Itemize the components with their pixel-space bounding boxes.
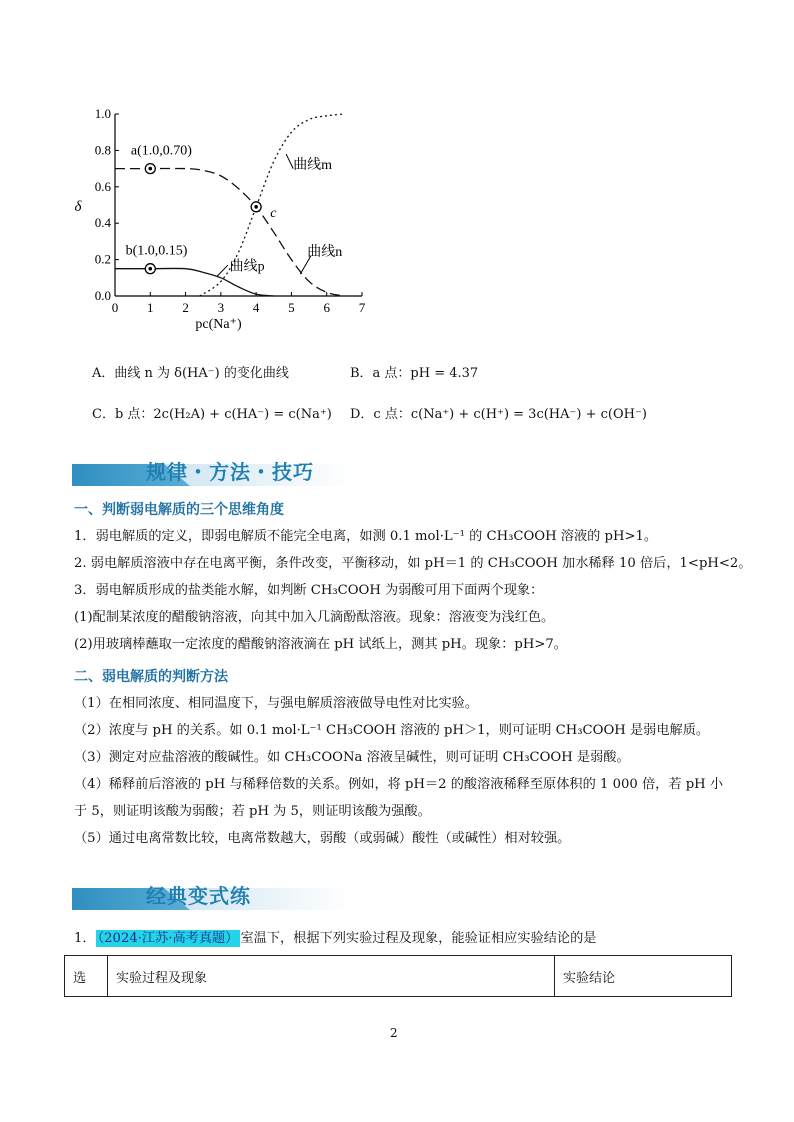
y-tick-label: 0.2 bbox=[94, 251, 111, 267]
paragraph: 3．弱电解质形成的盐类能水解，如判断 CH₃COOH 为弱酸可用下面两个现象： bbox=[74, 583, 544, 598]
subheading-2: 二、弱电解质的判断方法 bbox=[74, 669, 228, 685]
method-item: （2）浓度与 pH 的关系。如 0.1 mol·L⁻¹ CH₃COOH 溶液的 pH＞1，则可证明 CH₃COOH 是弱电解质。 bbox=[74, 723, 710, 738]
option-c: C．b 点：2c(H₂A) + c(HA⁻) = c(Na⁺) bbox=[92, 407, 332, 422]
x-tick-label: 6 bbox=[323, 300, 330, 315]
section-banner-practice bbox=[72, 880, 382, 910]
option-d: D．c 点：c(Na⁺) + c(H⁺) = 3c(HA⁻) + c(OH⁻) bbox=[350, 407, 647, 422]
question-number: 1． bbox=[74, 931, 96, 946]
leader-line bbox=[286, 154, 293, 169]
option-a: A．曲线 n 为 δ(HA⁻) 的变化曲线 bbox=[92, 366, 289, 381]
method-item: 于 5，则证明该酸为弱酸；若 pH 为 5，则证明该酸为强酸。 bbox=[74, 804, 431, 819]
table-header-row bbox=[65, 956, 732, 997]
method-item: （1）在相同浓度、相同温度下，与强电解质溶液做导电性对比实验。 bbox=[74, 696, 479, 711]
point-dot bbox=[254, 205, 258, 209]
label-curve-m: 曲线m bbox=[293, 157, 333, 173]
x-axis-label: pc(Na⁺) bbox=[195, 317, 242, 332]
annotation-b: b(1.0,0.15) bbox=[125, 243, 188, 259]
annotation-a: a(1.0,0.70) bbox=[130, 143, 192, 159]
method-item: （3）测定对应盐溶液的酸碱性。如 CH₃COONa 溶液呈碱性，则可证明 CH₃COOH 是弱酸。 bbox=[74, 750, 630, 765]
method-item: （5）通过电离常数比较，电离常数越大，弱酸（或弱碱）酸性（或碱性）相对较强。 bbox=[74, 831, 571, 846]
paragraph: (1)配制某浓度的醋酸钠溶液，向其中加入几滴酚酞溶液。现象：溶液变为浅红色。 bbox=[74, 610, 555, 625]
section-title: 规律・方法・技巧 bbox=[146, 460, 314, 484]
page-number: 2 bbox=[390, 1026, 398, 1040]
y-tick-label: 0.0 bbox=[94, 288, 111, 303]
series-line-曲线n bbox=[115, 168, 344, 296]
y-axis-label: δ bbox=[74, 199, 82, 215]
paragraph: 1．弱电解质的定义，即弱电解质不能完全电离，如测 0.1 mol·L⁻¹ 的 CH₃COOH 溶液的 pH>1。 bbox=[74, 529, 658, 544]
section-title: 经典变式练 bbox=[146, 884, 251, 908]
table-header: 实验过程及现象 bbox=[108, 956, 555, 997]
experiment-table bbox=[64, 955, 732, 997]
x-tick-label: 2 bbox=[182, 300, 189, 315]
label-curve-p: 曲线p bbox=[229, 259, 265, 275]
y-tick-label: 0.6 bbox=[94, 178, 111, 194]
point-dot bbox=[148, 267, 152, 271]
annotation-c: c bbox=[270, 205, 277, 221]
x-tick-label: 5 bbox=[288, 300, 295, 315]
question-1 bbox=[74, 930, 597, 948]
x-tick-label: 0 bbox=[111, 300, 119, 315]
distribution-chart bbox=[68, 104, 368, 344]
paragraph: 2. 弱电解质溶液中存在电离平衡，条件改变，平衡移动，如 pH＝1 的 CH₃COOH 加水稀释 10 倍后，1<pH<2。 bbox=[74, 556, 752, 571]
y-tick-label: 0.8 bbox=[94, 142, 111, 158]
subheading-1: 一、判断弱电解质的三个思维角度 bbox=[74, 502, 284, 518]
paragraph: (2)用玻璃棒蘸取一定浓度的醋酸钠溶液滴在 pH 试纸上，测其 pH。现象：pH>7。 bbox=[74, 637, 567, 652]
point-dot bbox=[148, 167, 152, 171]
x-tick-label: 4 bbox=[252, 300, 260, 315]
option-b: B．a 点：pH = 4.37 bbox=[350, 366, 479, 381]
section-banner-methods bbox=[72, 456, 382, 486]
x-tick-label: 7 bbox=[358, 300, 366, 315]
question-text: 室温下，根据下列实验过程及现象，能验证相应实验结论的是 bbox=[240, 931, 597, 946]
table-header: 实验结论 bbox=[555, 956, 732, 997]
x-tick-label: 1 bbox=[147, 300, 154, 315]
label-curve-n: 曲线n bbox=[307, 244, 343, 260]
leader-line bbox=[217, 265, 228, 276]
table-header: 选 bbox=[65, 956, 108, 997]
x-tick-label: 3 bbox=[217, 300, 225, 315]
method-item: （4）稀释前后溶液的 pH 与稀释倍数的关系。例如，将 pH＝2 的酸溶液稀释至原体积的 1 000 倍，若 pH 小 bbox=[74, 777, 724, 792]
y-tick-label: 0.4 bbox=[94, 215, 111, 231]
y-tick-label: 1.0 bbox=[94, 106, 111, 121]
source-tag: （2024·江苏·高考真题） bbox=[97, 931, 239, 946]
